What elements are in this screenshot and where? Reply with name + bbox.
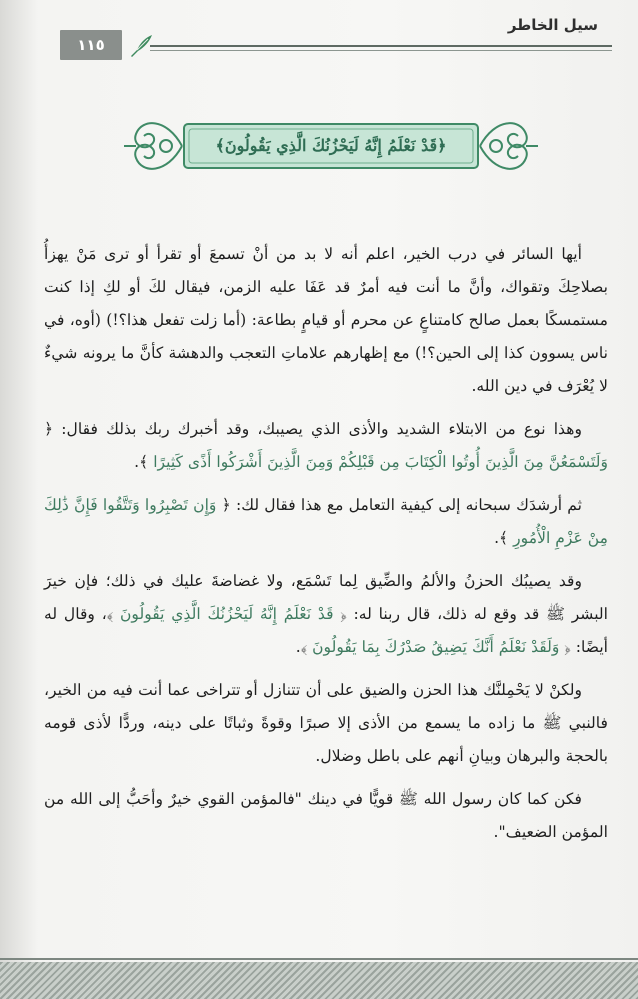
text-run: وقد يصيبُك الحزنُ والألمُ والضِّيق لِما تَسْمَع، ولا غضاضةَ عليك في ذلك؛ فإن خيرَ البشر ﷺ قد وقع له ذلك، قال ربنا له: [44,572,609,623]
paragraph [44,413,608,479]
text-run: ﴾. [134,453,149,471]
text-run: وهذا نوع من الابتلاء الشديد والأذى الذي يصيبك، وقد أخبرك ربك بذلك فقال: [53,420,582,438]
paragraph [44,489,608,555]
text-run: ﴾. [494,529,509,547]
quran-quote: وَلَتَسْمَعُنَّ مِنَ الَّذِينَ أُوتُوا الْكِتَابَ مِن قَبْلِكُمْ وَمِنَ الَّذِينَ أَشْرَكُوا أَذًى كَثِيرًا [148,453,608,471]
paragraph [44,238,608,403]
text-run: ﴿ [221,496,231,514]
text-run: فكن كما كان رسول الله ﷺ قويًّا في دينك "فالمؤمن القوي خيرٌ وأحَبُّ إلى الله من المؤمن الضعيف". [44,790,608,841]
header-rule [150,45,612,47]
quran-quote: وَإِن تَصْبِرُوا وَتَتَّقُوا فَإِنَّ ذَٰلِكَ مِنْ عَزْمِ الْأُمُورِ [44,496,608,547]
verse-banner [122,108,540,184]
paragraph [44,783,608,849]
quill-pen-icon [128,33,154,59]
book-title: سيل الخاطر [507,16,598,34]
page-number: ١١٥ [60,30,122,60]
body-text [44,238,608,859]
paragraph [44,674,608,773]
footer-band [0,962,638,999]
text-run: ﴾، وقال له أيضًا: [44,605,608,656]
header-rule-thin [150,50,612,51]
paragraph [44,565,608,664]
text-run: أيها السائر في درب الخير، اعلم أنه لا بد من أنْ تسمعَ أو تقرأ أو ترى مَنْ يهزأُ بصلاحِكَ وتقواك، وأنَّ ما أنت فيه أمرٌ قد عَفَا عليه الزمن، فيقال لكَ أو لكِ إذا كنت مستمسكًا بعمل صالح كامتناعٍ عن محرم أو قيامٍ بطاعة: (أما زلت تفعل هذا؟!) (أوه، في ناس يسوون كذا إلى الحين؟!) مع إظهارهم علاماتِ التعجب والدهشة كأنَّ ما يرونه شيءٌ لا يُعْرَف في دين الله. [44,245,609,395]
quran-quote: وَلَقَدْ نَعْلَمُ أَنَّكَ يَضِيقُ صَدْرُكَ بِمَا يَقُولُونَ [307,638,565,656]
footer-rule [0,958,638,960]
text-run: ﴿ [44,420,54,438]
text-run: ﴾. [295,638,308,656]
text-run: ﴿ [564,638,571,656]
text-run: ثم أرشدَك سبحانه إلى كيفية التعامل مع هذا فقال لك: [230,496,582,514]
banner-verse: ﴿قَدْ نَعْلَمُ إِنَّهُ لَيَحْزُنُكَ الَّذِي يَقُولُونَ﴾ [215,136,447,155]
text-run: ﴿ [340,605,347,623]
page-header [0,0,638,80]
quran-quote: قَدْ نَعْلَمُ إِنَّهُ لَيَحْزُنُكَ الَّذِي يَقُولُونَ [113,605,341,623]
text-run: ولكنْ لا يَحْمِلنَّك هذا الحزن والضيق على أن تتنازل أو تتراخى عما أنت فيه من الخير، فالنبي ﷺ ما زاده ما يسمع من الأذى إلا صبرًا وقوةً وثباتًا على دينه، وردًّا لأذى قومه بالحجة والبرهان وبيانِ أنهم على باطل وضلال. [44,681,608,765]
